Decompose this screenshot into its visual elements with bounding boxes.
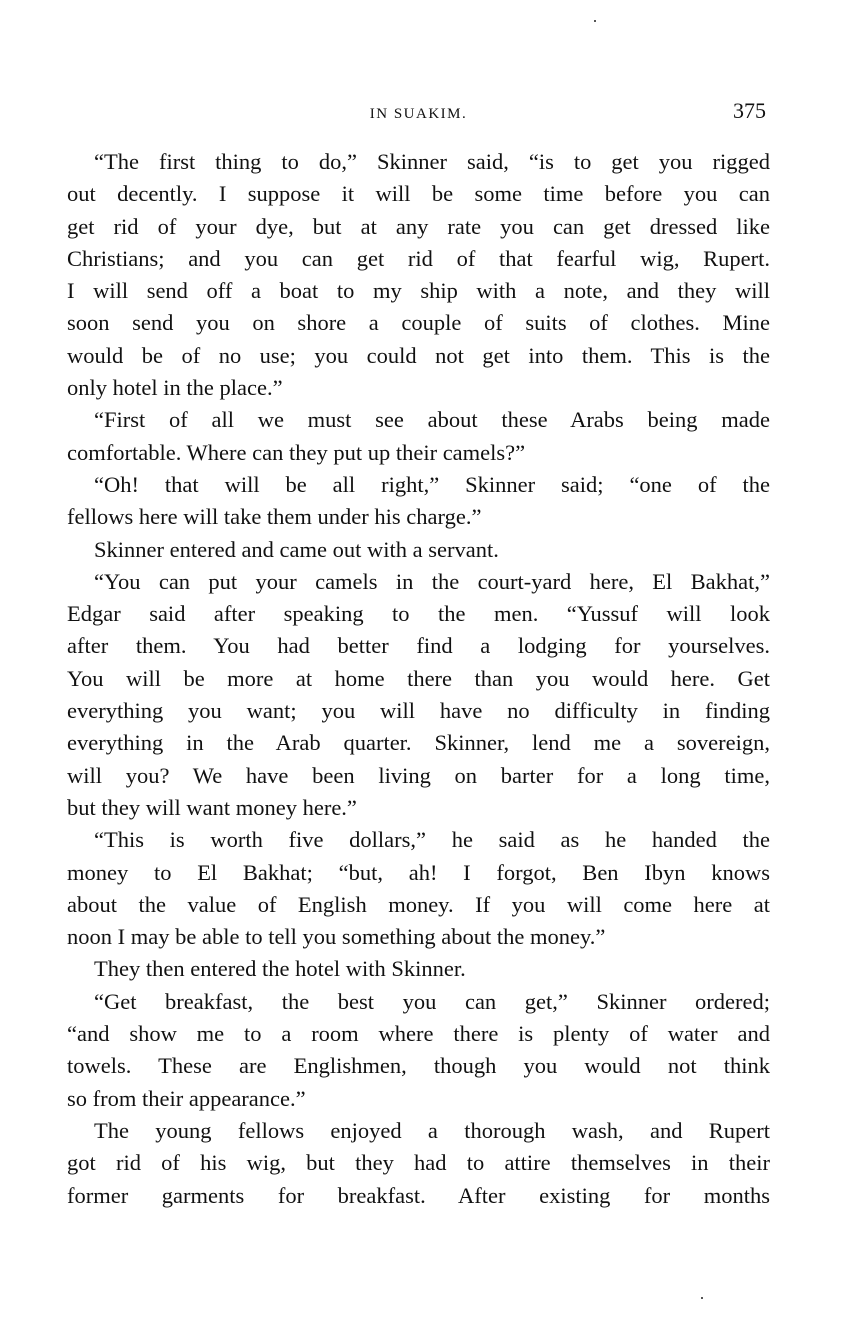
text-line: I will send off a boat to my ship with a note, and they will xyxy=(67,278,770,304)
text-line: everything in the Arab quarter. Skinner, lend me a sovereign, xyxy=(67,730,770,756)
text-line: “First of all we must see about these Arabs being made xyxy=(94,407,770,433)
text-line: everything you want; you will have no difficulty in finding xyxy=(67,698,770,724)
text-line: The young fellows enjoyed a thorough wash, and Rupert xyxy=(94,1117,770,1143)
text-line: about the value of English money. If you will come here at xyxy=(67,891,770,917)
text-line: out decently. I suppose it will be some time before you can xyxy=(67,181,770,207)
text-line: noon I may be able to tell you something about the money.” xyxy=(67,924,606,950)
page-header xyxy=(67,96,770,136)
text-line: former garments for breakfast. After existing for months xyxy=(67,1182,770,1208)
text-line: would be of no use; you could not get into them. This is the xyxy=(67,342,770,368)
text-line: Christians; and you can get rid of that fearful wig, Rupert. xyxy=(67,245,770,271)
text-line: soon send you on shore a couple of suits of clothes. Mine xyxy=(67,310,770,336)
text-line: so from their appearance.” xyxy=(67,1085,306,1111)
page-number: 375 xyxy=(733,98,766,123)
scan-speck xyxy=(701,1297,703,1299)
text-line: Edgar said after speaking to the men. “Yussuf will look xyxy=(67,601,770,627)
text-line: “You can put your camels in the court-yard here, El Bakhat,” xyxy=(94,568,770,594)
text-line: will you? We have been living on barter for a long time, xyxy=(67,762,770,788)
text-line: towels. These are Englishmen, though you would not think xyxy=(67,1053,770,1079)
text-line: You will be more at home there than you would here. Get xyxy=(67,665,770,691)
text-line: “and show me to a room where there is plenty of water and xyxy=(67,1021,770,1047)
text-line: only hotel in the place.” xyxy=(67,375,283,401)
text-line: Skinner entered and came out with a servant. xyxy=(94,536,499,562)
text-line: “This is worth five dollars,” he said as he handed the xyxy=(94,827,770,853)
text-line: get rid of your dye, but at any rate you can get dressed like xyxy=(67,213,770,239)
text-line: “Oh! that will be all right,” Skinner said; “one of the xyxy=(94,471,770,497)
text-line: “The first thing to do,” Skinner said, “is to get you rigged xyxy=(94,149,770,174)
text-line: fellows here will take them under his charge.” xyxy=(67,504,482,530)
text-line: comfortable. Where can they put up their camels?” xyxy=(67,439,526,465)
text-line: “Get breakfast, the best you can get,” Skinner ordered; xyxy=(94,988,770,1014)
scan-speck xyxy=(594,20,596,22)
text-line: after them. You had better find a lodging for yourselves. xyxy=(67,633,770,659)
body-text xyxy=(67,146,770,1212)
text-line: got rid of his wig, but they had to attire themselves in their xyxy=(67,1150,770,1176)
running-head: IN SUAKIM. xyxy=(369,106,468,122)
text-line: money to El Bakhat; “but, ah! I forgot, Ben Ibyn knows xyxy=(67,859,770,885)
text-line: but they will want money here.” xyxy=(67,794,357,820)
text-line: They then entered the hotel with Skinner. xyxy=(94,956,466,982)
